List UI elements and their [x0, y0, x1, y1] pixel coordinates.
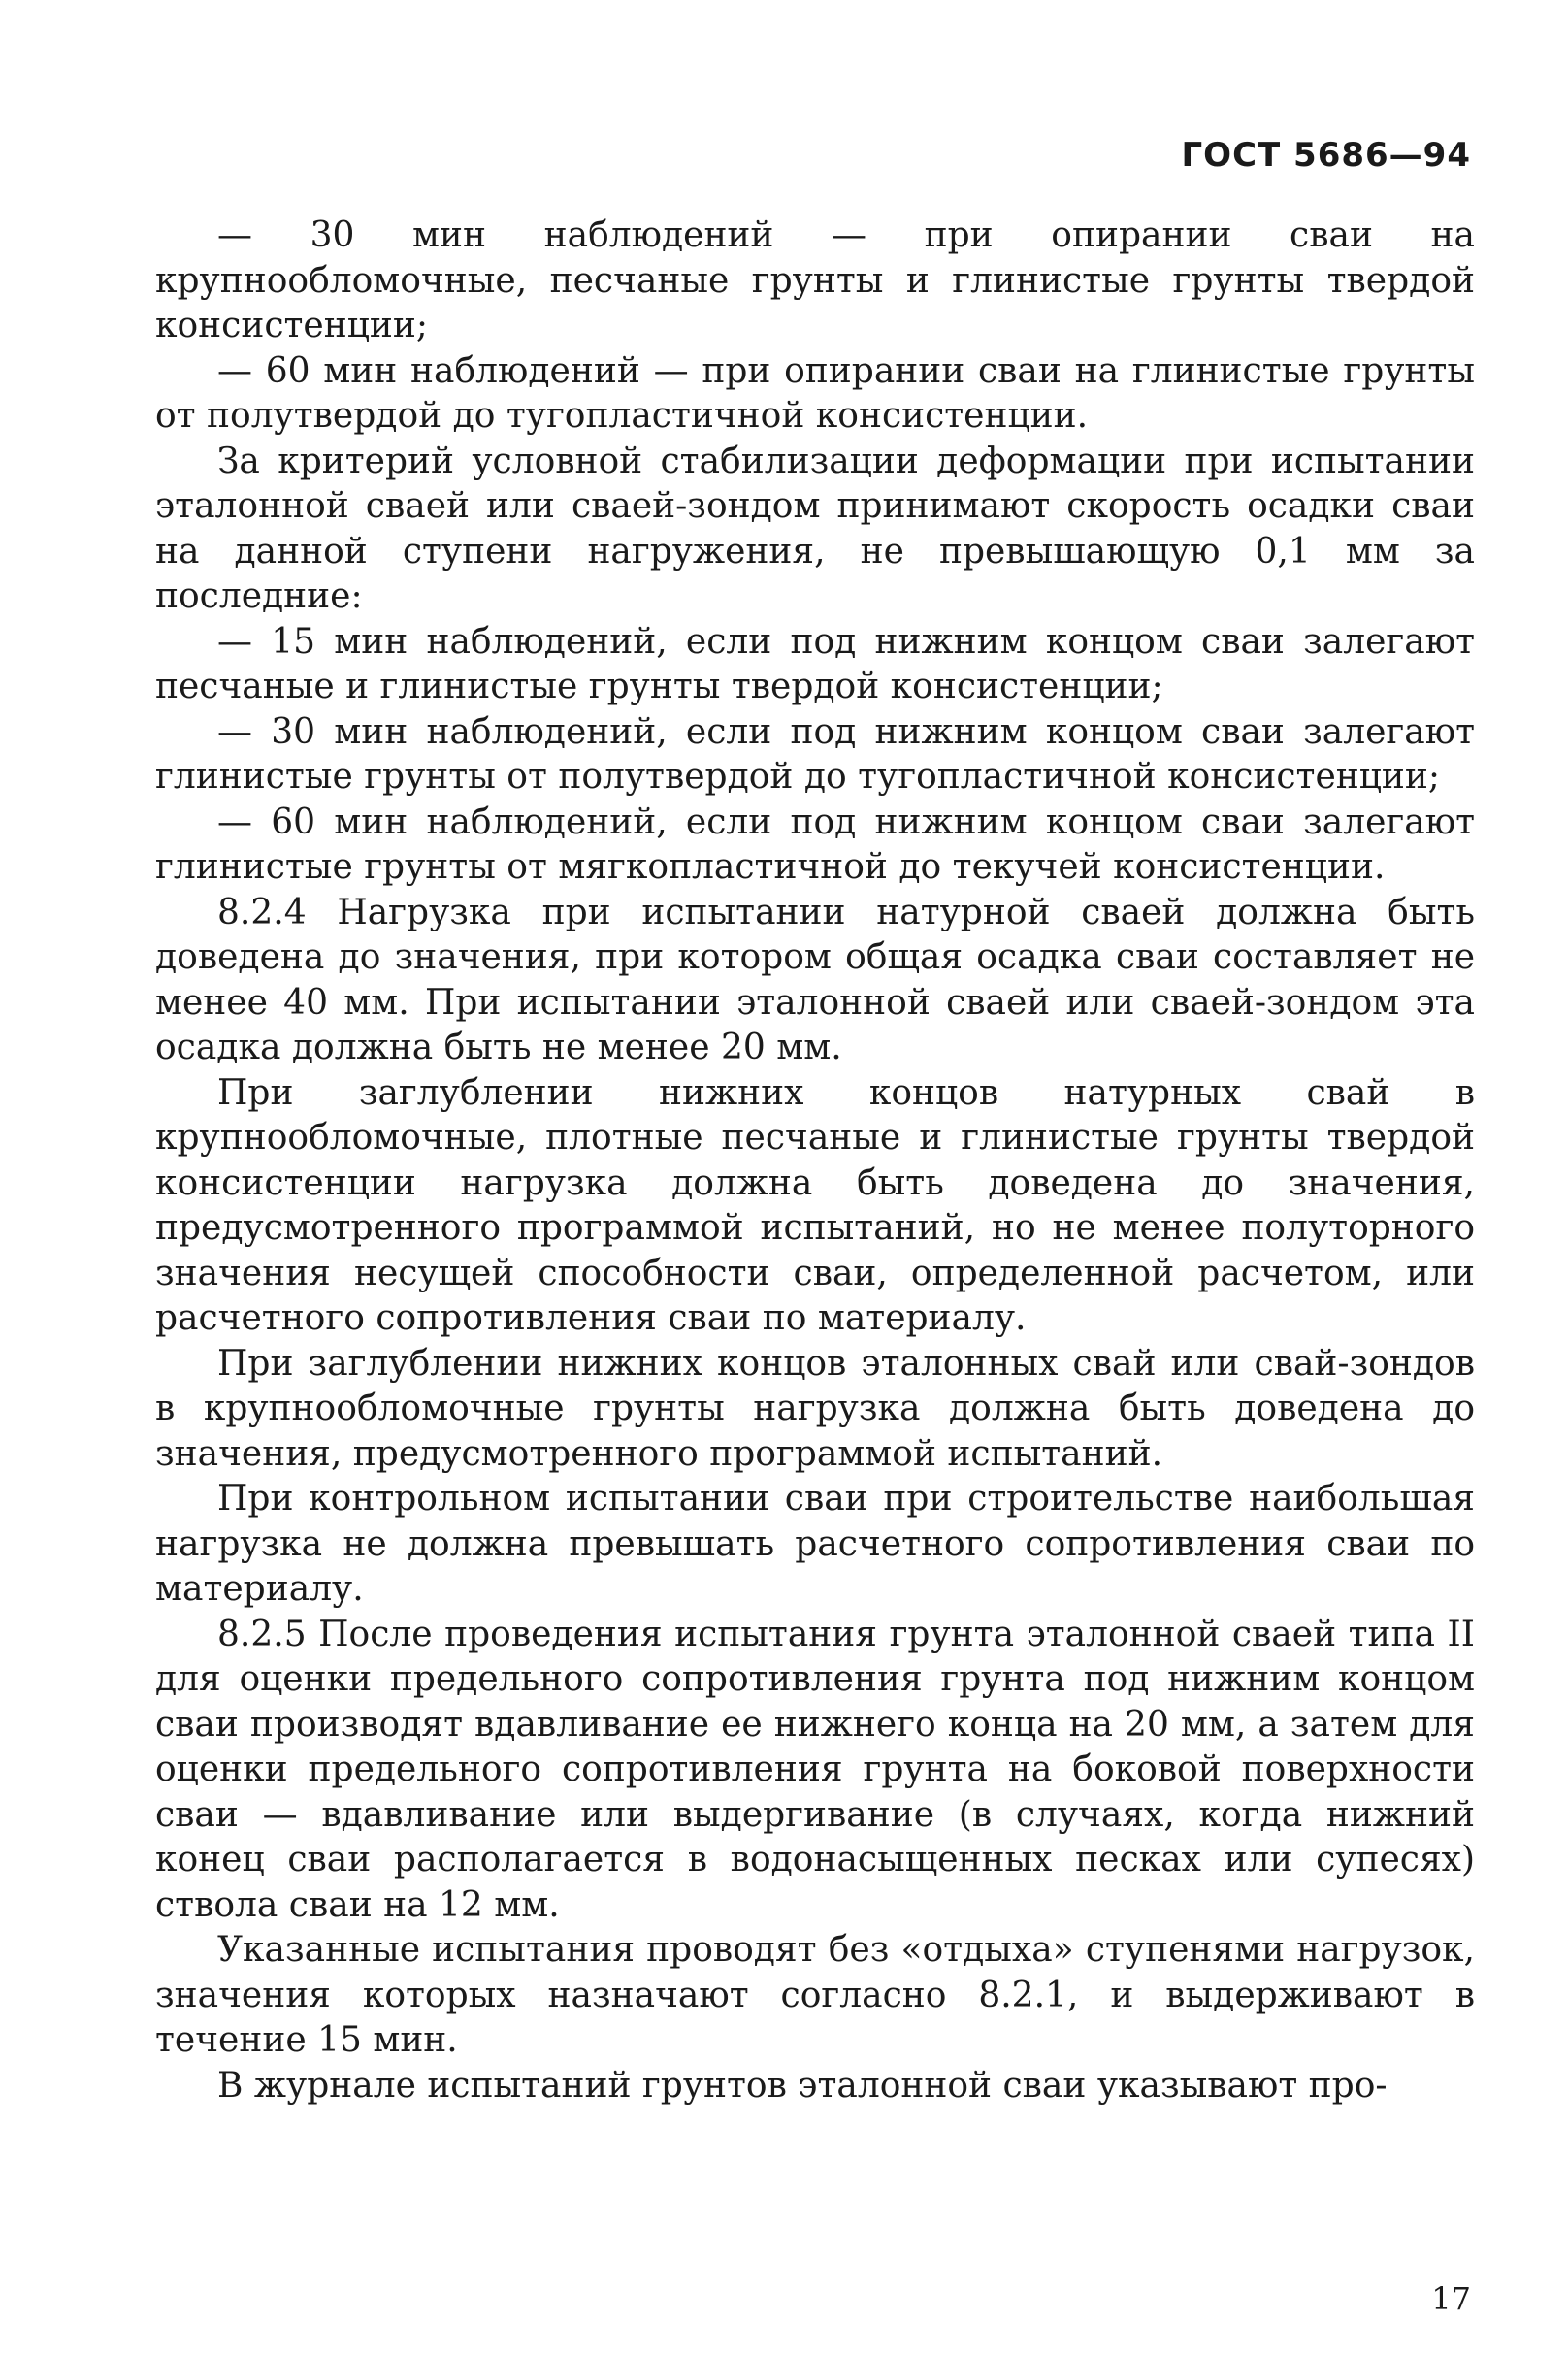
paragraph: При заглублении нижних концов эталонных свай или свай-зондов в крупнообломочные грунты нагрузка должна быть доведена до значения, предусмотренного программой испытаний.: [155, 1343, 1475, 1474]
paragraph: При заглублении нижних концов натурных свай в крупнообломочные, плотные песчаные и глинистые грунты твердой консистенции нагрузка должна быть доведена до значения, предусмотренного программой испытаний, но не менее полуторного значения несущей способности сваи, определенной расчетом, или расчетного сопротивления сваи по материалу.: [155, 1072, 1475, 1338]
page-number: 17: [1431, 2280, 1471, 2317]
paragraph: 8.2.4 Нагрузка при испытании натурной сваей должна быть доведена до значения, при котором общая осадка сваи составляет не менее 40 мм. При испытании эталонной сваей или сваей-зондом эта осадка должна быть не менее 20 мм.: [155, 892, 1475, 1067]
paragraph: — 60 мин наблюдений, если под нижним концом сваи залегают глинистые грунты от мягкопластичной до текучей консистенции.: [155, 801, 1475, 887]
paragraph: 8.2.5 После проведения испытания грунта эталонной сваей типа II для оценки предельного сопротивления грунта под нижним концом сваи производят вдавливание ее нижнего конца на 20 мм, а затем для оценки предельного сопротивления грунта на боковой поверхности сваи — вдавливание или выдергивание (в случаях, когда нижний конец сваи располагается в водонасыщенных песках или супесях) ствола сваи на 12 мм.: [155, 1614, 1475, 1925]
paragraph: При контрольном испытании сваи при строительстве наибольшая нагрузка не должна превышать расчетного сопротивления сваи по материалу.: [155, 1479, 1475, 1609]
paragraph: В журнале испытаний грунтов эталонной сваи указывают про-: [217, 2065, 1388, 2106]
paragraph: — 30 мин наблюдений — при опирании сваи на крупнообломочные, песчаные грунты и глинистые грунты твердой консистенции;: [155, 215, 1475, 345]
paragraph: — 15 мин наблюдений, если под нижним концом сваи залегают песчаные и глинистые грунты твердой консистенции;: [155, 621, 1475, 706]
paragraph: — 60 мин наблюдений — при опирании сваи на глинистые грунты от полутвердой до тугопластичной консистенции.: [155, 350, 1475, 436]
document-code-header: ГОСТ 5686—94: [1181, 136, 1471, 175]
paragraph: За критерий условной стабилизации деформации при испытании эталонной сваей или сваей-зондом принимают скорость осадки сваи на данной ступени нагружения, не превышающую 0,1 мм за последние:: [155, 441, 1475, 616]
body-text: [155, 213, 1475, 2108]
paragraph: — 30 мин наблюдений, если под нижним концом сваи залегают глинистые грунты от полутвердой до тугопластичной консистенции;: [155, 711, 1475, 797]
paragraph: Указанные испытания проводят без «отдыха» ступенями нагрузок, значения которых назначают согласно 8.2.1, и выдерживают в течение 15 мин.: [155, 1930, 1475, 2060]
